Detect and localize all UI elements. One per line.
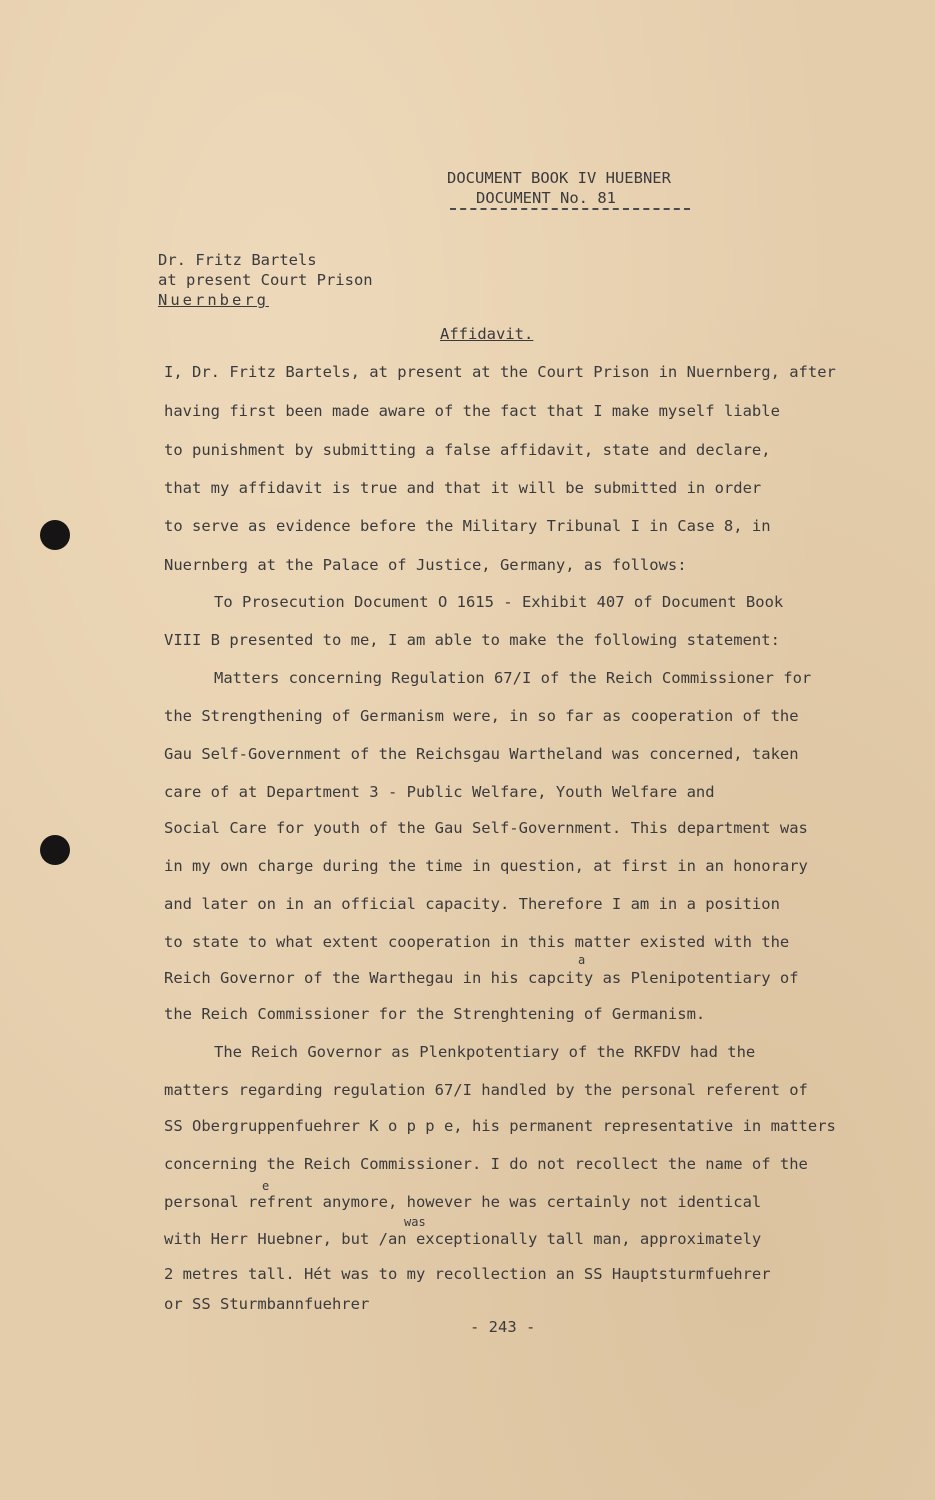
body-line: to state to what extent cooperation in this matter existed with the [164, 933, 790, 951]
body-line: personal refrent anymore, however he was certainly not identical [164, 1193, 762, 1211]
page-number: - 243 - [470, 1318, 536, 1336]
body-line: to serve as evidence before the Military Tribunal I in Case 8, in [164, 517, 771, 535]
body-line: to punishment by submitting a false affidavit, state and declare, [164, 441, 771, 459]
body-line: The Reich Governor as Plenkpotentiary of the RKFDV had the [214, 1043, 756, 1061]
body-line: the Strengthening of Germanism were, in so far as cooperation of the [164, 707, 799, 725]
body-line: To Prosecution Document O 1615 - Exhibit 407 of Document Book [214, 593, 784, 611]
body-line: matters regarding regulation 67/I handled by the personal referent of [164, 1081, 808, 1099]
author-city: Nuernberg [158, 291, 269, 309]
body-line: the Reich Commissioner for the Strenghtening of Germanism. [164, 1005, 706, 1023]
body-line: in my own charge during the time in question, at first in an honorary [164, 857, 808, 875]
punch-hole [40, 835, 70, 865]
author-location: at present Court Prison [158, 271, 373, 289]
body-line: concerning the Reich Commissioner. I do not recollect the name of the [164, 1155, 808, 1173]
body-line: Nuernberg at the Palace of Justice, Germany, as follows: [164, 556, 687, 574]
document-book-heading: DOCUMENT BOOK IV HUEBNER [447, 169, 671, 187]
body-line: SS Obergruppenfuehrer K o p p e, his permanent representative in matters [164, 1117, 836, 1135]
body-line: with Herr Huebner, but /an exceptionally tall man, approximately [164, 1230, 762, 1248]
body-line: Matters concerning Regulation 67/I of the Reich Commissioner for [214, 669, 812, 687]
body-line: Reich Governor of the Warthegau in his capcity as Plenipotentiary of [164, 969, 799, 987]
body-line: VIII B presented to me, I am able to make the following statement: [164, 631, 780, 649]
affidavit-title: Affidavit. [440, 325, 534, 343]
body-line: Gau Self-Government of the Reichsgau Wartheland was concerned, taken [164, 745, 799, 763]
body-line: that my affidavit is true and that it will be submitted in order [164, 479, 762, 497]
body-line: 2 metres tall. Hét was to my recollection an SS Hauptsturmfuehrer [164, 1265, 771, 1283]
body-line: and later on in an official capacity. Therefore I am in a position [164, 895, 780, 913]
handwritten-insert: a [578, 953, 586, 967]
body-line: or SS Sturmbannfuehrer [164, 1295, 370, 1313]
body-line: care of at Department 3 - Public Welfare, Youth Welfare and [164, 783, 715, 801]
body-line: I, Dr. Fritz Bartels, at present at the Court Prison in Nuernberg, after [164, 363, 836, 381]
author-name: Dr. Fritz Bartels [158, 251, 317, 269]
heading-rule [450, 208, 690, 210]
document-number-heading: DOCUMENT No. 81 [476, 189, 616, 207]
body-line: having first been made aware of the fact that I make myself liable [164, 402, 780, 420]
body-line: Social Care for youth of the Gau Self-Government. This department was [164, 819, 808, 837]
handwritten-insert: e [262, 1179, 270, 1193]
punch-hole [40, 520, 70, 550]
handwritten-insert: was [404, 1215, 426, 1229]
